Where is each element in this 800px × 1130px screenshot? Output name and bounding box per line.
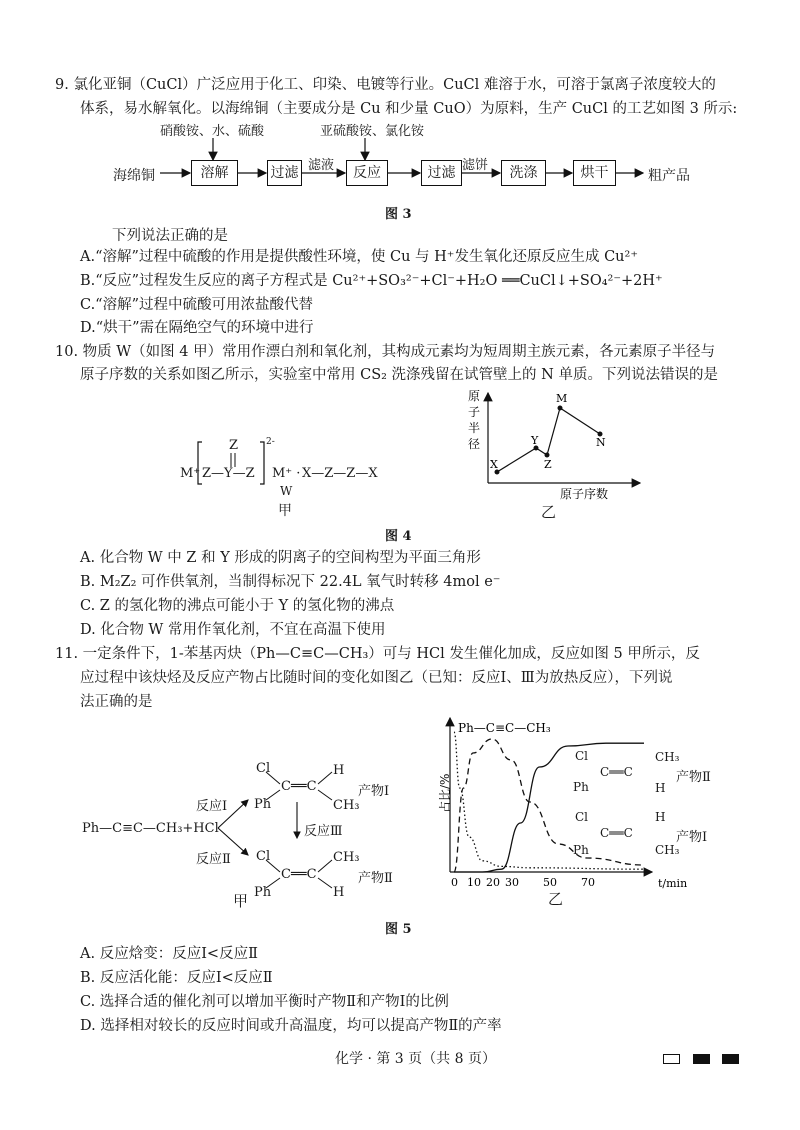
q9-stem: 下列说法正确的是 [112, 228, 228, 244]
p2-ph: Ph [254, 885, 272, 900]
ylabel-1: 原 [468, 389, 481, 403]
point-z [545, 453, 550, 458]
chart-yi: 乙 [548, 890, 564, 908]
series-line-1 [454, 739, 644, 872]
scheme-r3: 反应Ⅲ [304, 824, 343, 839]
scheme-r2: 反应Ⅱ [196, 852, 231, 867]
q11-option-b: B. 反应活化能：反应Ⅰ<反应Ⅱ [80, 970, 273, 986]
lg2-cl: Cl [575, 749, 589, 763]
lg2-h: H [655, 781, 666, 795]
struct-w-label: W [280, 484, 293, 498]
xlabel: 原子序数 [560, 487, 609, 501]
series-line-0 [454, 732, 644, 869]
flow-cake: 滤饼 [462, 158, 489, 173]
q11-line2: 应过程中该炔烃及反应产物占比随时间的变化如图乙（已知：反应Ⅰ、Ⅲ为放热反应），下列说 [80, 670, 673, 686]
graph-yi: 乙 [541, 503, 557, 521]
label-n: N [596, 436, 606, 449]
chart-xlabel: t/min [658, 877, 688, 890]
p2-cl: Cl [256, 849, 271, 864]
label-x: X [490, 458, 498, 471]
x-tick-20: 20 [486, 876, 500, 889]
p1-cc: C══C [281, 779, 317, 794]
struct-chain: X—Z—Z—X [302, 466, 378, 481]
kinetics-chart [420, 712, 720, 902]
lg1-label: 产物Ⅰ [676, 830, 708, 845]
struct-z-top: Z [229, 438, 239, 453]
q11-option-c: C. 选择合适的催化剂可以增加平衡时产物Ⅱ和产物Ⅰ的比例 [80, 994, 449, 1010]
p2-label: 产物Ⅱ [358, 871, 393, 886]
q9-line2: 体系，易水解氧化。以海绵铜（主要成分是 Cu 和少量 CuO）为原料，生产 CuCl 的工艺如图 3 所示: [80, 101, 738, 117]
page-footer: 化学 · 第 3 页（共 8 页） [335, 1051, 496, 1067]
q11-line1: 11. 一定条件下，1-苯基丙炔（Ph—C≡C—CH₃）可与 HCl 发生催化加成，反应如图 5 甲所示，反 [55, 646, 700, 662]
p1-ch3: CH₃ [333, 798, 360, 813]
flow-step-wash: 洗涤 [501, 160, 546, 186]
p1-h: H [333, 763, 345, 778]
q9-line1: 9. 氯化亚铜（CuCl）广泛应用于化工、印染、电镀等行业。CuCl 难溶于水，可溶于氯离子浓度较大的 [55, 77, 716, 93]
q11-option-d: D. 选择相对较长的反应时间或升高温度，均可以提高产物Ⅱ的产率 [80, 1018, 502, 1034]
p2-cc: C══C [281, 867, 317, 882]
reagent-1: 硝酸铵、水、硫酸 [160, 124, 265, 139]
q10-option-b: B. M₂Z₂ 可作供氧剂，当制得标况下 22.4L 氧气时转移 4mol e⁻ [80, 574, 501, 590]
q11-line3: 法正确的是 [80, 694, 153, 710]
p2-ch3: CH₃ [333, 850, 360, 865]
figure-5-caption: 图 5 [385, 922, 412, 937]
footer-square-filled-2 [722, 1054, 739, 1064]
x-tick-10: 10 [467, 876, 481, 889]
struct-anion: Z—Y—Z [202, 466, 255, 481]
series-line-2 [454, 743, 644, 872]
label-z: Z [544, 458, 552, 471]
flow-step-filter-1: 过滤 [267, 160, 302, 186]
footer-square-empty [663, 1054, 680, 1064]
x-tick-0: 0 [451, 876, 458, 889]
flow-step-react: 反应 [346, 160, 388, 186]
lg2-label: 产物Ⅱ [676, 770, 711, 785]
q10-line1: 10. 物质 W（如图 4 甲）常用作漂白剂和氧化剂，其构成元素均为短周期主族元素，各元素原子半径与 [55, 344, 716, 360]
scheme-jia: 甲 [233, 892, 249, 910]
label-m: M [556, 392, 568, 405]
p1-label: 产物Ⅰ [358, 784, 390, 799]
lg1-cl: Cl [575, 810, 589, 824]
lg1-ch3: CH₃ [655, 843, 680, 857]
flow-step-dissolve: 溶解 [191, 160, 238, 186]
p2-h: H [333, 885, 345, 900]
flow-filtrate: 滤液 [308, 158, 335, 173]
x-tick-70: 70 [581, 876, 595, 889]
flow-step-dry: 烘干 [573, 160, 616, 186]
struct-jia: 甲 [278, 503, 292, 519]
chart-title: Ph—C≡C—CH₃ [458, 721, 551, 735]
q10-line2: 原子序数的关系如图乙所示，实验室中常用 CS₂ 洗涤残留在试管壁上的 N 单质。下列说法错误的是 [80, 367, 718, 383]
lg1-h: H [655, 810, 666, 824]
q9-option-b: B.“反应”过程发生反应的离子方程式是 Cu²⁺+SO₃²⁻+Cl⁻+H₂O ══CuCl↓+SO₄²⁻+2H⁺ [80, 273, 663, 289]
q11-option-a: A. 反应焓变：反应Ⅰ<反应Ⅱ [80, 946, 258, 962]
lg2-ph: Ph [573, 780, 589, 794]
label-y: Y [531, 434, 539, 447]
flow-end: 粗产品 [648, 168, 690, 184]
ylabel-4: 径 [468, 437, 481, 451]
q9-option-c: C.“溶解”过程中硫酸可用浓盐酸代替 [80, 297, 314, 313]
struct-m-plus-2: M⁺ · [272, 466, 301, 481]
q10-option-c: C. Z 的氢化物的沸点可能小于 Y 的氢化物的沸点 [80, 598, 395, 614]
lg2-ch3: CH₃ [655, 750, 680, 764]
q9-option-d: D.“烘干”需在隔绝空气的环境中进行 [80, 320, 314, 336]
q10-option-a: A. 化合物 W 中 Z 和 Y 形成的阴离子的空间构型为平面三角形 [80, 550, 481, 566]
reagent-2: 亚硫酸铵、氯化铵 [320, 124, 425, 139]
footer-square-filled-1 [693, 1054, 710, 1064]
lg2-cc: C══C [600, 765, 633, 779]
lg1-ph: Ph [573, 843, 589, 857]
ylabel-3: 半 [468, 421, 481, 435]
struct-m-plus-1: M⁺ [180, 466, 201, 481]
figure-3-caption: 图 3 [385, 207, 412, 222]
lg1-cc: C══C [600, 826, 633, 840]
point-m [558, 406, 563, 411]
scheme-r1: 反应Ⅰ [196, 799, 228, 814]
ylabel-2: 子 [468, 405, 481, 419]
x-tick-50: 50 [543, 876, 557, 889]
chart-ylabel: 占比/% [438, 773, 452, 813]
p1-ph: Ph [254, 797, 272, 812]
q9-option-a: A.“溶解”过程中硫酸的作用是提供酸性环境，使 Cu 与 H⁺发生氧化还原反应生成 Cu²⁺ [80, 249, 638, 265]
struct-charge: 2- [266, 437, 275, 447]
x-tick-30: 30 [505, 876, 519, 889]
flow-start: 海绵铜 [113, 168, 155, 184]
q10-option-d: D. 化合物 W 常用作氧化剂，不宜在高温下使用 [80, 622, 386, 638]
scheme-reactant: Ph—C≡C—CH₃+HCl [82, 821, 219, 836]
flow-step-filter-2: 过滤 [421, 160, 462, 186]
figure-4-caption: 图 4 [385, 529, 412, 544]
radius-graph [460, 388, 660, 513]
p1-cl: Cl [256, 761, 271, 776]
